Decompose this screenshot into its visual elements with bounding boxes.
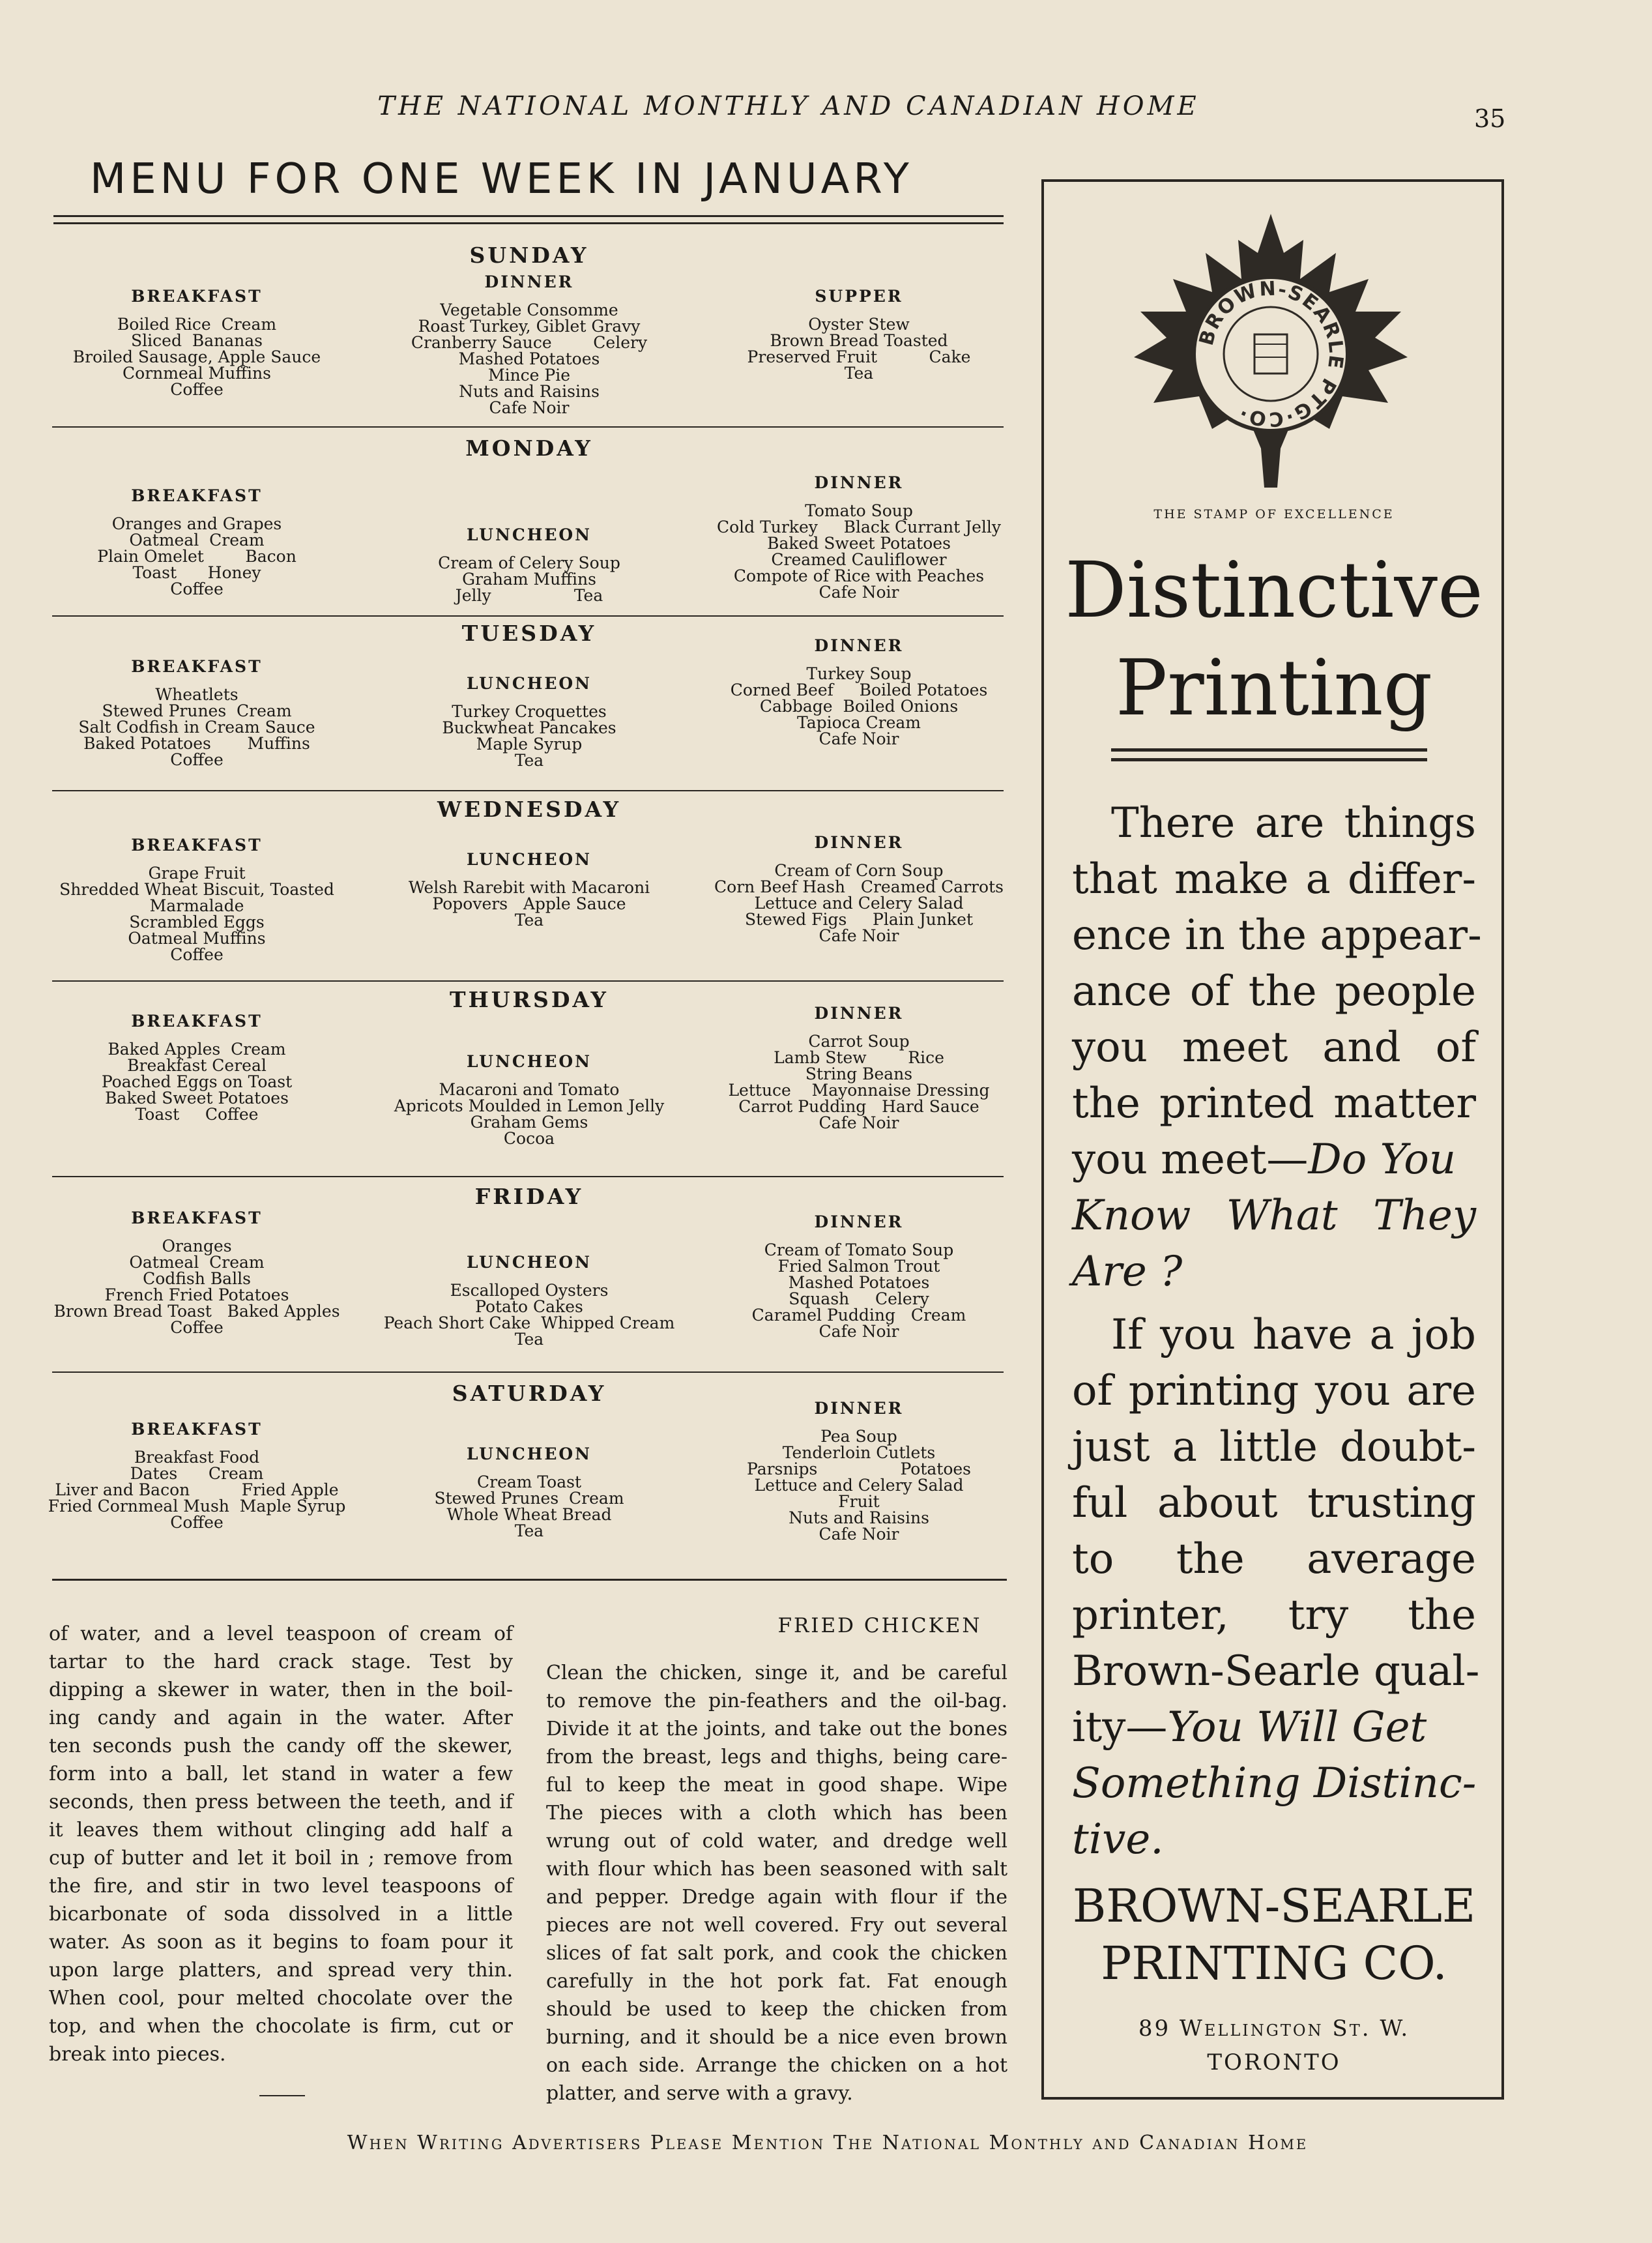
menu-item: Turkey Croquettes xyxy=(452,702,607,721)
menu-item: Peach Short Cake Whipped Cream xyxy=(383,1313,675,1332)
menu-item: Baked Sweet Potatoes xyxy=(105,1089,289,1107)
article-right-column xyxy=(546,1659,1007,2107)
day-divider-rule xyxy=(52,790,1004,791)
text-line: seconds, then press between the teeth, and if xyxy=(49,1791,513,1813)
city: TORONTO xyxy=(1207,2049,1341,2075)
meal-heading: LUNCHEON xyxy=(466,1253,592,1272)
text-line: wrung out of cold water, and dredge well xyxy=(546,1830,1007,1853)
menu-item: Roast Turkey, Giblet Gravy xyxy=(418,317,641,336)
text-line: top, and when the chocolate is firm, cut or xyxy=(49,2015,513,2038)
day-divider-rule xyxy=(52,1371,1004,1373)
ad-line: ence in the appear- xyxy=(1072,911,1482,960)
menu-item: Cafe Noir xyxy=(819,1525,899,1544)
ad-line: that make a differ- xyxy=(1072,855,1476,903)
ad-line: ful about trusting xyxy=(1072,1479,1476,1527)
menu-item: Tomato Soup xyxy=(805,501,913,520)
meal-cell xyxy=(696,1400,1022,1542)
meal-heading: DINNER xyxy=(814,1004,904,1023)
meal-cell xyxy=(44,1013,350,1122)
menu-item: Lettuce Mayonnaise Dressing xyxy=(728,1081,990,1100)
title-double-rule xyxy=(53,215,1004,224)
day-label: SATURDAY xyxy=(452,1381,607,1406)
menu-item: Popovers Apple Sauce xyxy=(432,894,626,913)
menu-item: Cafe Noir xyxy=(819,926,899,945)
menu-item: Coffee xyxy=(170,1318,224,1337)
text-line: from the breast, legs and thighs, being care- xyxy=(546,1746,1007,1768)
day-label: TUESDAY xyxy=(461,621,597,646)
meal-heading: DINNER xyxy=(814,1212,904,1231)
menu-item: Cream Toast xyxy=(477,1473,581,1491)
meal-heading: DINNER xyxy=(814,636,904,655)
menu-item: Stewed Prunes Cream xyxy=(102,701,292,720)
meal-cell xyxy=(44,1210,350,1336)
ad-italic-phrase: Do You xyxy=(1308,1136,1456,1184)
day-label: WEDNESDAY xyxy=(437,797,622,822)
menu-item: Poached Eggs on Toast xyxy=(101,1072,293,1091)
menu-item: Coffee xyxy=(170,579,224,598)
company-name-line-2: PRINTING CO. xyxy=(1101,1937,1447,1990)
menu-item: Caramel Pudding Cream xyxy=(751,1306,966,1325)
text-line: should be used to keep the chicken from xyxy=(546,1998,1007,2021)
menu-item: Tenderloin Cutlets xyxy=(782,1443,936,1462)
ad-line: ance of the people xyxy=(1072,967,1476,1016)
menu-item: Toast Coffee xyxy=(135,1105,259,1124)
menu-item: Cream of Corn Soup xyxy=(774,861,944,880)
menu-item: Breakfast Food xyxy=(134,1448,260,1467)
menu-item: Mashed Potatoes xyxy=(788,1273,930,1292)
menu-item: Carrot Soup xyxy=(808,1032,910,1051)
menu-item: Cold Turkey Black Currant Jelly xyxy=(716,518,1002,536)
text-line: on each side. Arrange the chicken on a hot xyxy=(546,2054,1007,2077)
menu-item: Escalloped Oysters xyxy=(450,1281,609,1300)
menu-item: Cranberry Sauce Celery xyxy=(411,333,648,352)
menu-item: Cafe Noir xyxy=(819,583,899,602)
menu-item: Baked Apples Cream xyxy=(108,1040,286,1059)
meal-heading: SUPPER xyxy=(815,287,903,306)
meal-cell xyxy=(376,851,682,928)
column-end-rule xyxy=(259,2095,305,2096)
page-number: 35 xyxy=(1474,104,1506,133)
maple-leaf-seal-icon xyxy=(1121,207,1421,494)
menu-item: Fruit xyxy=(838,1492,880,1511)
menu-item: Vegetable Consomme xyxy=(440,301,618,319)
menu-item: Compote of Rice with Peaches xyxy=(733,566,985,585)
menu-item: Lettuce and Celery Salad xyxy=(754,894,964,913)
menu-item: Grape Fruit xyxy=(148,864,246,883)
ad-line: just a little doubt- xyxy=(1072,1423,1476,1471)
menu-item: Cafe Noir xyxy=(819,729,899,748)
menu-item: Cafe Noir xyxy=(819,1322,899,1341)
meal-cell xyxy=(696,638,1022,747)
day-divider-rule xyxy=(52,1176,1004,1177)
menu-item: Jelly Tea xyxy=(455,586,603,605)
menu-item: Welsh Rarebit with Macaroni xyxy=(408,878,650,897)
menu-item: Brown Bread Toasted xyxy=(770,331,948,350)
menu-item: Graham Gems xyxy=(470,1113,588,1132)
day-label: THURSDAY xyxy=(450,987,609,1012)
menu-item: Oranges xyxy=(162,1237,232,1255)
meal-heading: BREAKFAST xyxy=(131,836,263,855)
meal-heading: BREAKFAST xyxy=(131,486,263,505)
meal-cell xyxy=(376,1446,682,1539)
text-line: When cool, pour melted chocolate over the xyxy=(49,1987,513,2010)
text-line: water. As soon as it begins to foam pour it xyxy=(49,1931,513,1954)
text-line: slices of fat salt pork, and cook the chicken xyxy=(546,1942,1007,1965)
text-line: form into a ball, let stand in water a few xyxy=(49,1763,513,1785)
headline-double-rule xyxy=(1111,748,1427,761)
company-address xyxy=(1043,2012,1505,2079)
ad-italic-phrase: Are ? xyxy=(1072,1248,1183,1296)
menu-item: Shredded Wheat Biscuit, Toasted xyxy=(59,880,334,899)
menu-item: Oatmeal Cream xyxy=(129,531,265,550)
text-line: to remove the pin-feathers and the oil-bag. xyxy=(546,1690,1007,1712)
ad-line: printer, try the xyxy=(1072,1591,1476,1639)
menu-item: Coffee xyxy=(170,380,224,399)
text-line: dipping a skewer in water, then in the boil- xyxy=(49,1679,513,1701)
menu-item: Tea xyxy=(844,364,874,383)
day-divider-rule xyxy=(52,426,1004,428)
menu-item: Cornmeal Muffins xyxy=(123,364,271,383)
text-line: of water, and a level teaspoon of cream of xyxy=(49,1622,513,1645)
menu-item: Plain Omelet Bacon xyxy=(97,547,297,566)
day-label: SUNDAY xyxy=(469,242,589,268)
menu-bottom-rule xyxy=(52,1579,1007,1581)
menu-item: String Beans xyxy=(805,1064,913,1083)
text-line: ful to keep the meat in good shape. Wipe xyxy=(546,1774,1007,1796)
meal-cell xyxy=(376,1254,682,1347)
menu-item: Cabbage Boiled Onions xyxy=(759,697,959,716)
menu-item: Breakfast Cereal xyxy=(127,1056,267,1075)
menu-item: French Fried Potatoes xyxy=(104,1285,289,1304)
text-line: break into pieces. xyxy=(49,2043,226,2066)
emblem-text: BROWN-SEARLE PTG·CO· xyxy=(1195,277,1348,431)
menu-item: Tea xyxy=(514,911,544,930)
meal-cell xyxy=(696,1005,1022,1131)
ad-line: Brown-Searle qual- xyxy=(1072,1647,1480,1695)
menu-item: Broiled Sausage, Apple Sauce xyxy=(72,347,321,366)
menu-item: Lamb Stew Rice xyxy=(774,1048,944,1067)
ad-line: you meet and of xyxy=(1072,1023,1476,1072)
menu-item: Mince Pie xyxy=(487,366,571,385)
stamp-caption: THE STAMP OF EXCELLENCE xyxy=(1153,507,1395,521)
menu-item: Preserved Fruit Cake xyxy=(747,347,971,366)
ad-paragraph-2 xyxy=(1072,1307,1480,1868)
ad-headline xyxy=(1043,541,1505,737)
ad-italic-phrase: tive. xyxy=(1072,1815,1164,1864)
menu-item: Macaroni and Tomato xyxy=(439,1080,620,1099)
article-title: FRIED CHICKEN xyxy=(777,1614,982,1637)
menu-item: Oatmeal Cream xyxy=(129,1253,265,1272)
menu-item: Maple Syrup xyxy=(476,735,583,754)
text-line: platter, and serve with a gravy. xyxy=(546,2082,853,2105)
meal-cell xyxy=(696,475,1022,600)
ad-italic-phrase: Something Distinc- xyxy=(1072,1759,1477,1808)
ad-paragraph-1 xyxy=(1072,795,1482,1300)
text-line: and pepper. Dredge again with flour if the xyxy=(546,1886,1007,1909)
menu-item: Oyster Stew xyxy=(808,315,910,334)
meal-heading: DINNER xyxy=(814,473,904,492)
menu-item: Brown Bread Toast Baked Apples xyxy=(53,1302,340,1321)
menu-item: Potato Cakes xyxy=(475,1297,583,1316)
meal-cell xyxy=(44,488,350,597)
menu-item: Corned Beef Boiled Potatoes xyxy=(730,681,988,699)
meal-cell xyxy=(376,1053,682,1147)
text-line: the fire, and stir in two level teaspoons of xyxy=(49,1875,513,1898)
meal-heading: BREAKFAST xyxy=(131,1209,263,1227)
menu-item: Codfish Balls xyxy=(143,1269,251,1288)
menu-item: Nuts and Raisins xyxy=(789,1508,929,1527)
ad-line-tail: ity— xyxy=(1072,1703,1168,1752)
ad-line: There are things xyxy=(1111,799,1476,847)
meal-cell xyxy=(376,675,682,769)
text-line: burning, and it should be a nice even brown xyxy=(546,2026,1007,2049)
meal-cell xyxy=(696,288,1022,381)
menu-item: Boiled Rice Cream xyxy=(117,315,277,334)
ad-italic-phrase: Know What They xyxy=(1072,1192,1476,1240)
menu-item: Carrot Pudding Hard Sauce xyxy=(738,1097,979,1116)
menu-item: Corn Beef Hash Creamed Carrots xyxy=(714,877,1004,896)
menu-item: Tea xyxy=(514,1521,544,1540)
ad-line: to the average xyxy=(1072,1535,1476,1583)
menu-item: Baked Potatoes Muffins xyxy=(83,734,310,753)
meal-cell xyxy=(376,274,682,416)
text-line: The pieces with a cloth which has been xyxy=(546,1802,1007,1825)
menu-item: Oranges and Grapes xyxy=(111,514,282,533)
ad-line: If you have a job xyxy=(1111,1311,1476,1359)
text-line: Divide it at the joints, and take out the bones xyxy=(546,1718,1007,1740)
meal-heading: DINNER xyxy=(814,833,904,852)
menu-item: Fried Salmon Trout xyxy=(777,1257,940,1276)
text-line: bicarbonate of soda dissolved in a little xyxy=(49,1903,513,1926)
ad-line: the printed matter xyxy=(1072,1079,1476,1128)
text-line: tartar to the hard crack stage. Test by xyxy=(49,1650,513,1673)
menu-item: Stewed Figs Plain Junket xyxy=(745,910,973,929)
menu-item: Baked Sweet Potatoes xyxy=(767,534,951,553)
menu-item: Lettuce and Celery Salad xyxy=(754,1476,964,1495)
meal-cell xyxy=(696,1214,1022,1340)
menu-item: Scrambled Eggs xyxy=(129,913,265,931)
meal-cell xyxy=(44,288,350,398)
menu-item: Turkey Soup xyxy=(806,664,912,683)
menu-item: Cafe Noir xyxy=(489,398,570,417)
meal-heading: LUNCHEON xyxy=(466,1052,592,1071)
ad-italic-phrase: You Will Get xyxy=(1167,1703,1427,1752)
meal-heading: BREAKFAST xyxy=(131,1420,263,1439)
meal-heading: LUNCHEON xyxy=(466,674,592,693)
day-label: MONDAY xyxy=(465,435,593,461)
meal-heading: BREAKFAST xyxy=(131,1012,263,1031)
menu-item: Dates Cream xyxy=(130,1464,264,1483)
menu-item: Creamed Cauliflower xyxy=(771,550,947,569)
meal-heading: LUNCHEON xyxy=(466,1444,592,1463)
menu-item: Tea xyxy=(514,751,544,770)
menu-item: Parsnips Potatoes xyxy=(747,1459,971,1478)
street-address: 89 Wellington St. W. xyxy=(1138,2016,1410,2042)
menu-item: Whole Wheat Bread xyxy=(446,1505,612,1524)
menu-item: Sliced Bananas xyxy=(131,331,263,350)
day-label: FRIDAY xyxy=(474,1184,584,1209)
text-line: it leaves them without clinging add half a xyxy=(49,1819,513,1841)
company-name xyxy=(1043,1877,1505,1992)
meal-heading: BREAKFAST xyxy=(131,287,263,306)
ad-headline-line-2: Printing xyxy=(1115,643,1433,733)
menu-item: Mashed Potatoes xyxy=(458,349,600,368)
menu-item: Liver and Bacon Fried Apple xyxy=(55,1480,339,1499)
menu-item: Tapioca Cream xyxy=(796,713,921,732)
text-line: Clean the chicken, singe it, and be careful xyxy=(546,1662,1007,1684)
menu-item: Cafe Noir xyxy=(819,1113,899,1132)
text-line: upon large platters, and spread very thin. xyxy=(49,1959,513,1982)
menu-item: Marmalade xyxy=(149,896,244,915)
menu-item: Coffee xyxy=(170,945,224,964)
text-line: ten seconds push the candy off the skewer, xyxy=(49,1735,513,1757)
menu-item: Pea Soup xyxy=(820,1427,897,1446)
meal-cell xyxy=(376,527,682,604)
menu-item: Coffee xyxy=(170,1513,224,1532)
meal-cell xyxy=(44,658,350,768)
page-footer: When Writing Advertisers Please Mention The National Monthly and Canadian Home xyxy=(347,2132,1309,2154)
meal-heading: BREAKFAST xyxy=(131,657,263,676)
running-head: THE NATIONAL MONTHLY AND CANADIAN HOME xyxy=(377,91,1200,121)
meal-heading: LUNCHEON xyxy=(466,525,592,544)
menu-item: Nuts and Raisins xyxy=(459,382,600,401)
meal-cell xyxy=(696,834,1022,944)
day-divider-rule xyxy=(52,615,1004,617)
menu-item: Buckwheat Pancakes xyxy=(442,718,616,737)
menu-title: MENU FOR ONE WEEK IN JANUARY xyxy=(90,155,913,203)
text-line: with flour which has been seasoned with salt xyxy=(546,1858,1007,1881)
menu-item: Cream of Celery Soup xyxy=(438,553,620,572)
text-line: pieces are not well covered. Fry out several xyxy=(546,1914,1007,1937)
ad-headline-line-1: Distinctive xyxy=(1065,545,1483,635)
meal-heading: DINNER xyxy=(814,1399,904,1418)
menu-item: Coffee xyxy=(170,750,224,769)
menu-item: Salt Codfish in Cream Sauce xyxy=(78,718,315,737)
menu-item: Toast Honey xyxy=(132,563,261,582)
meal-cell xyxy=(44,1421,350,1531)
menu-item: Squash Celery xyxy=(789,1289,929,1308)
meal-heading: LUNCHEON xyxy=(466,850,592,869)
menu-item: Stewed Prunes Cream xyxy=(434,1489,624,1508)
day-divider-rule xyxy=(52,980,1004,982)
menu-item: Graham Muffins xyxy=(462,570,596,589)
menu-item: Wheatlets xyxy=(155,685,239,704)
ad-line: of printing you are xyxy=(1072,1367,1476,1415)
text-line: ing candy and again in the water. After xyxy=(49,1707,513,1729)
text-line: carefully in the hot pork fat. Fat enough xyxy=(546,1970,1007,1993)
meal-cell xyxy=(44,837,350,963)
menu-item: Tea xyxy=(514,1330,544,1349)
ad-line-tail: you meet— xyxy=(1072,1136,1309,1184)
text-line: cup of butter and let it boil in ; remove from xyxy=(49,1847,513,1869)
menu-item: Cream of Tomato Soup xyxy=(764,1240,954,1259)
menu-item: Cocoa xyxy=(503,1129,555,1148)
menu-item: Apricots Moulded in Lemon Jelly xyxy=(394,1096,665,1115)
meal-heading: DINNER xyxy=(484,272,574,291)
menu-item: Fried Cornmeal Mush Maple Syrup xyxy=(48,1497,346,1516)
article-left-column xyxy=(49,1620,513,2068)
company-name-line-1: BROWN-SEARLE xyxy=(1072,1879,1476,1933)
menu-item: Oatmeal Muffins xyxy=(128,929,266,948)
